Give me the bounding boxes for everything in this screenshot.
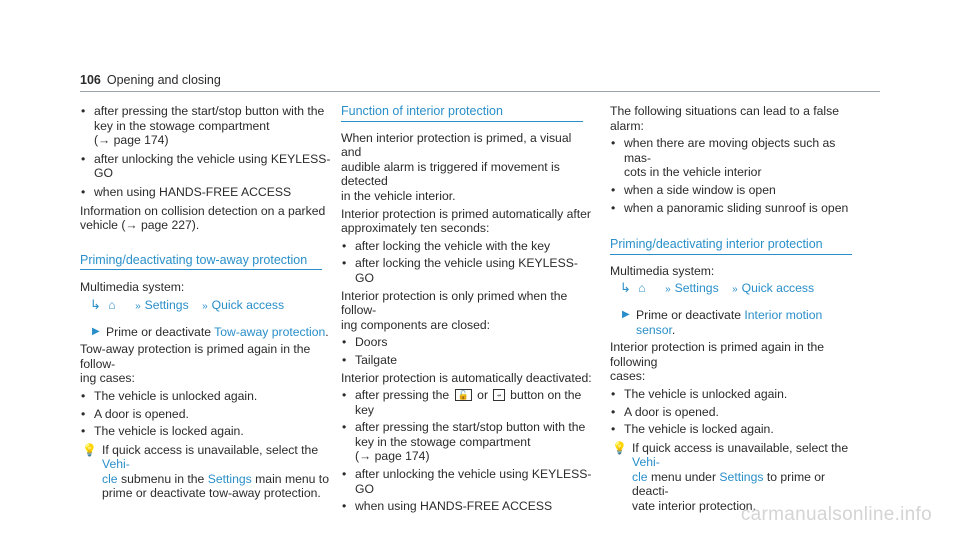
- list-item: • after pressing the start/stop button with the key in the stowage compartment (→ page 174): [341, 420, 594, 464]
- navigation-path: [610, 281, 863, 298]
- list-item: • after locking the vehicle using KEYLESS-GO: [341, 256, 594, 285]
- column-1: [80, 104, 333, 501]
- section-heading: Function of interior protection: [341, 104, 594, 122]
- unlock-key-icon: 🔓: [455, 389, 472, 401]
- list-item: • The vehicle is locked again.: [80, 424, 333, 439]
- paragraph: Interior protection is automatically deactivated:: [341, 370, 592, 385]
- list-item: • when a panoramic sliding sunroof is open: [610, 201, 863, 216]
- vehicle-submenu-link[interactable]: Vehi-: [102, 457, 130, 472]
- instruction-step: ▶ Prime or deactivate Tow-away protection.: [92, 324, 329, 339]
- tow-away-protection-link[interactable]: Tow-away protection: [214, 324, 326, 339]
- info-note: 💡 If quick access is unavailable, select the Vehi- cle menu under Settings to prime or deacti- vate interior protection.: [612, 440, 849, 514]
- multimedia-label: Multimedia system:: [610, 263, 715, 278]
- list-item: • when using HANDS-FREE ACCESS: [80, 185, 333, 200]
- navigation-path: [80, 298, 333, 315]
- page-number: 106: [80, 73, 101, 87]
- settings-link[interactable]: Settings: [674, 281, 719, 296]
- section-heading: Priming/deactivating interior protection: [610, 237, 863, 255]
- header-divider: [80, 91, 880, 92]
- list-item: • The vehicle is unlocked again.: [80, 389, 333, 404]
- list-item: • after pressing the 🔓 or ⍆ button on the key: [341, 388, 594, 417]
- info-note: 💡 If quick access is unavailable, select the Vehi- cle submenu in the Settings main menu to prime or deactivate tow-away protection.: [82, 442, 329, 501]
- chevron-right-icon: »: [665, 284, 671, 296]
- paragraph: The following situations can lead to a false alarm:: [610, 104, 839, 133]
- paragraph: Interior protection is only primed when the follow- ing components are closed:: [341, 288, 568, 332]
- section-title: Opening and closing: [106, 73, 221, 87]
- list-item: • after pressing the start/stop button with the key in the stowage compartment (→ page 174): [80, 104, 333, 148]
- home-icon: ⌂: [638, 281, 646, 296]
- settings-link[interactable]: Settings: [144, 297, 189, 312]
- settings-menu-link[interactable]: Settings: [719, 469, 764, 484]
- home-icon: ⌂: [108, 297, 116, 312]
- paragraph: When interior protection is primed, a visual and audible alarm is triggered if movement is detected in the vehicle interior.: [341, 130, 572, 203]
- vehicle-menu-link[interactable]: Vehi-: [632, 455, 660, 470]
- play-arrow-icon: ▶: [622, 308, 630, 320]
- list-item: • A door is opened.: [610, 405, 863, 420]
- settings-menu-link[interactable]: Settings: [207, 471, 252, 486]
- chevron-right-icon: »: [202, 300, 208, 312]
- chevron-right-icon: »: [135, 300, 141, 312]
- collision-info: Information on collision detection on a parked vehicle (→ page 227).: [80, 203, 326, 233]
- multimedia-label: Multimedia system:: [80, 280, 185, 295]
- list-item: • when using HANDS-FREE ACCESS: [341, 499, 594, 514]
- list-item: • The vehicle is unlocked again.: [610, 387, 863, 402]
- prime-text: Interior protection is primed again in the following cases:: [610, 340, 825, 384]
- list-item: • after unlocking the vehicle using KEYLESS-GO: [341, 467, 594, 496]
- quick-access-link[interactable]: Quick access: [211, 297, 285, 312]
- play-arrow-icon: ▶: [92, 325, 100, 337]
- quick-access-link[interactable]: Quick access: [741, 281, 815, 296]
- column-3: [610, 104, 863, 514]
- list-item: • Doors: [341, 335, 594, 350]
- chevron-right-icon: »: [732, 284, 738, 296]
- paragraph: Interior protection is primed automatically after approximately ten seconds:: [341, 206, 591, 236]
- list-item: • A door is opened.: [80, 407, 333, 422]
- path-arrow-icon: ↳: [90, 296, 101, 312]
- lightbulb-icon: 💡: [612, 440, 627, 455]
- list-item: • after locking the vehicle with the key: [341, 239, 594, 254]
- instruction-step: ▶ Prime or deactivate Interior motion sensor.: [622, 307, 823, 337]
- list-item: • when there are moving objects such as mas- cots in the vehicle interior: [610, 136, 863, 180]
- section-heading: Priming/deactivating tow-away protection: [80, 253, 333, 271]
- path-arrow-icon: ↳: [620, 280, 631, 296]
- tailgate-key-icon: ⍆: [493, 389, 504, 401]
- list-item: • The vehicle is locked again.: [610, 422, 863, 437]
- prime-text: Tow-away protection is primed again in the follow- ing cases:: [80, 342, 311, 386]
- lightbulb-icon: 💡: [82, 442, 97, 457]
- page-header: [80, 73, 221, 88]
- interior-motion-sensor-link[interactable]: Interior motion sensor: [636, 307, 823, 337]
- list-item: • Tailgate: [341, 353, 594, 368]
- column-2: [341, 104, 594, 514]
- list-item: • when a side window is open: [610, 183, 863, 198]
- watermark: carmanualsonline.info: [740, 504, 932, 525]
- list-item: • after unlocking the vehicle using KEYLESS-GO: [80, 152, 333, 181]
